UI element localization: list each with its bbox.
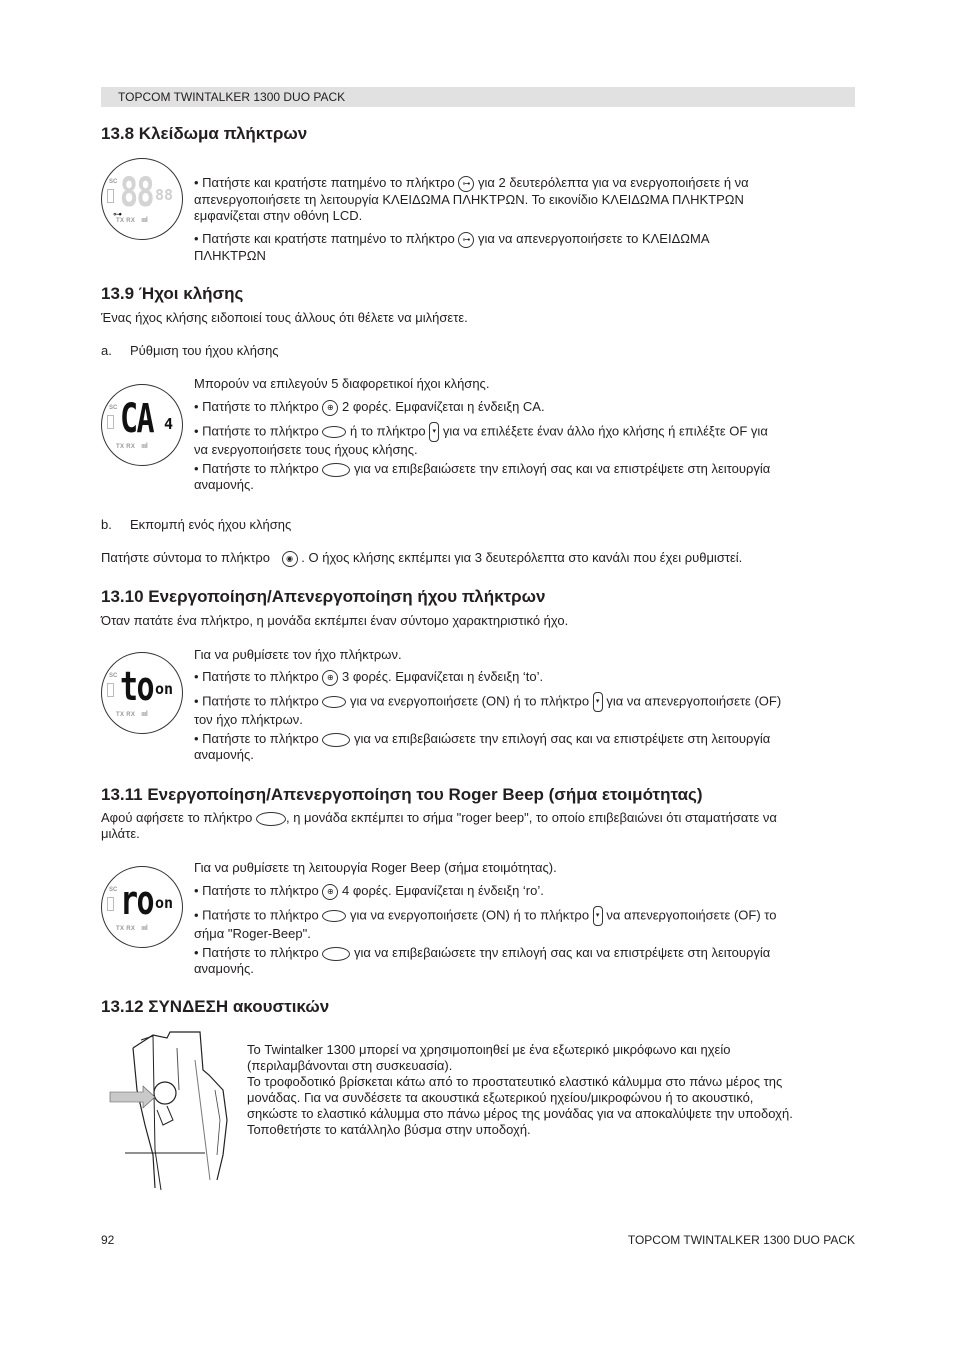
battery-icon: [107, 415, 114, 429]
lcd-small-digits: on: [155, 680, 174, 698]
lcd-display-key-tone: [101, 652, 183, 734]
battery-icon: [107, 683, 114, 697]
heading-13-9: 13.9 Ήχοι κλήσης: [101, 284, 244, 303]
sub-b-label: b.: [101, 517, 112, 532]
lcd-sc-label: SC: [109, 179, 118, 185]
ptt-oval-icon: [322, 947, 350, 961]
sub-a-text: Ρύθμιση του ήχου κλήσης: [130, 343, 279, 358]
ptt-oval-icon: [256, 812, 286, 826]
lcd-display-keylock: [101, 158, 183, 240]
lcd-txrx-label: TX RX: [116, 712, 136, 718]
sub-b-text: Εκπομπή ενός ήχου κλήσης: [130, 517, 292, 532]
intro-13-11: Αφού αφήσετε το πλήκτρο , η μονάδα εκπέμπει το σήμα "roger beep", το οποίο επιβεβαιώνει ότι σταματήσατε να μιλάτε.: [101, 810, 777, 841]
down-arrow-icon: ▾: [429, 422, 439, 442]
up-arrow-icon: [322, 696, 346, 708]
line-13-11-2: • Πατήστε το πλήκτρο ⊕ 4 φορές. Εμφανίζεται η ένδειξη ‘ro’.: [194, 883, 544, 898]
lcd-sc-label: SC: [109, 887, 118, 893]
key-lock-icon: ⊶: [458, 232, 474, 248]
header-title: TOPCOM TWINTALKER 1300 DUO PACK: [118, 90, 346, 104]
lcd-sc-label: SC: [109, 673, 118, 679]
lcd-main-digits: ro: [120, 878, 154, 924]
lcd-small-digits: on: [155, 894, 174, 912]
signal-bars: ıııııll: [141, 711, 147, 718]
lcd-txrx-label: TX RX: [116, 218, 136, 224]
line-13-9-2: • Πατήστε το πλήκτρο ⊕ 2 φορές. Εμφανίζεται η ένδειξη CA.: [194, 399, 545, 414]
signal-bars: ıııııll: [141, 925, 147, 932]
line-13-10-1: Για να ρυθμίσετε τον ήχο πλήκτρων.: [194, 647, 402, 662]
key-lock-icon: ⊶: [113, 209, 122, 219]
lcd-small-digits: 88: [155, 186, 174, 204]
heading-13-10: 13.10 Ενεργοποίηση/Απενεργοποίηση ήχου πλήκτρων: [101, 587, 546, 606]
lcd-main-digits: 88: [120, 170, 154, 216]
key-lock-icon: ⊶: [458, 176, 474, 192]
intro-13-9: Ένας ήχος κλήσης ειδοποιεί τους άλλους ότι θέλετε να μιλήσετε.: [101, 310, 468, 325]
battery-icon: [107, 189, 114, 203]
menu-icon: ⊕: [322, 670, 338, 686]
signal-bars: ıııııll: [141, 443, 147, 450]
line-13-10-3: • Πατήστε το πλήκτρο για να ενεργοποιήσετε (ON) ή το πλήκτρο ▾ για να απενεργοποιήσετε (OF) τον ήχο πλήκτρων.: [194, 693, 782, 727]
menu-icon: ⊕: [322, 400, 338, 416]
line-13-11-3: • Πατήστε το πλήκτρο για να ενεργοποιήσετε (ON) ή το πλήκτρο ▾ να απενεργοποιήσετε (OF) το σήμα "Roger-Beep".: [194, 907, 777, 941]
line-13-11-1: Για να ρυθμίσετε τη λειτουργία Roger Beep (σήμα ετοιμότητας).: [194, 860, 557, 875]
lcd-txrx-label: TX RX: [116, 926, 136, 932]
sub-a-label: a.: [101, 343, 112, 358]
heading-13-8: 13.8 Κλείδωμα πλήκτρων: [101, 124, 308, 143]
para-13-12: Το Twintalker 1300 μπορεί να χρησιμοποιηθεί με ένα εξωτερικό μικρόφωνο και ηχείο (περιλαμβάνονται στη συσκευασία). Το τροφοδοτικό βρίσκεται κάτω από το προστατευτικό ελαστικό κάλυμμα στο πάνω μέρος της μονάδας. Για να συνδέσετε τα ακουστικά εξωτερικού ηχείου/μικροφώνου ή το ακουστικό, σηκώστε το ελαστικό κάλυμμα στο πάνω μέρος της μονάδας για να αποκαλύψετε την υποδοχή. Τοποθετήστε το κατάλληλο βύσμα στην υποδοχή.: [247, 1042, 793, 1137]
line-13-9-1: Μπορούν να επιλεγούν 5 διαφορετικοί ήχοι κλήσης.: [194, 376, 490, 391]
lcd-main-digits: to: [120, 664, 154, 710]
heading-13-12: 13.12 ΣΥΝΔΕΣΗ ακουστικών: [101, 997, 330, 1016]
battery-icon: [107, 897, 114, 911]
para-13-8-2: • Πατήστε και κρατήστε πατημένο το πλήκτρο ⊶ για να απενεργοποιήσετε το ΚΛΕΙΔΩΜΑ ΠΛΗΚΤΡΩΝ: [194, 231, 710, 263]
call-icon: ◉: [282, 551, 298, 567]
lcd-small-digits: 4: [164, 415, 174, 433]
line-13-10-2: • Πατήστε το πλήκτρο ⊕ 3 φορές. Εμφανίζεται η ένδειξη ‘to’.: [194, 669, 544, 684]
signal-bars: ıııııll: [141, 217, 147, 224]
intro-13-10: Όταν πατάτε ένα πλήκτρο, η μονάδα εκπέμπει έναν σύντομο χαρακτηριστικό ήχο.: [101, 613, 569, 628]
line-13-9-3: • Πατήστε το πλήκτρο ή το πλήκτρο ▾ για να επιλέξετε έναν άλλο ήχο κλήσης ή επιλέξτε OF για να ενεργοποιήσετε τους ήχους κλήσης.: [194, 423, 768, 457]
lcd-display-roger-beep: [101, 866, 183, 948]
lcd-txrx-label: TX RX: [116, 444, 136, 450]
down-arrow-icon: ▾: [593, 906, 603, 926]
page-number: 92: [101, 1233, 115, 1247]
lcd-main-digits: CA: [120, 396, 154, 442]
up-arrow-icon: [322, 910, 346, 922]
line-13-10-4: • Πατήστε το πλήκτρο για να επιβεβαιώσετε την επιλογή σας και να επιστρέψετε στη λειτουργία αναμονής.: [194, 731, 771, 762]
para-13-8-1: • Πατήστε και κρατήστε πατημένο το πλήκτρο ⊶ για 2 δευτερόλεπτα για να ενεργοποιήσετε ή να απενεργοποιήσετε τη λειτουργία ΚΛΕΙΔΩΜΑ ΠΛΗΚΤΡΩΝ. Το εικονίδιο ΚΛΕΙΔΩΜΑ ΠΛΗΚΤΡΩΝ εμφανίζεται στην οθόνη LCD.: [194, 175, 749, 223]
down-arrow-icon: ▾: [593, 692, 603, 712]
up-arrow-icon: [322, 426, 346, 438]
heading-13-11: 13.11 Ενεργοποίηση/Απενεργοποίηση του Roger Beep (σήμα ετοιμότητας): [101, 785, 703, 804]
line-13-9-4: • Πατήστε το πλήκτρο για να επιβεβαιώσετε την επιλογή σας και να επιστρέψετε στη λειτουργία αναμονής.: [194, 461, 771, 492]
line-13-9-b1: Πατήστε σύντομα το πλήκτρο ◉ . Ο ήχος κλήσης εκπέμπει για 3 δευτερόλεπτα στο κανάλι που έχει ρυθμιστεί.: [101, 550, 743, 565]
ptt-oval-icon: [322, 733, 350, 747]
lcd-sc-label: SC: [109, 405, 118, 411]
line-13-11-4: • Πατήστε το πλήκτρο για να επιβεβαιώσετε την επιλογή σας και να επιστρέψετε στη λειτουργία αναμονής.: [194, 945, 771, 976]
lcd-display-call-tone: [101, 384, 183, 466]
menu-icon: ⊕: [322, 884, 338, 900]
headset-connector-illustration: [105, 1030, 235, 1195]
footer-title: TOPCOM TWINTALKER 1300 DUO PACK: [627, 1233, 855, 1247]
ptt-oval-icon: [322, 463, 350, 477]
